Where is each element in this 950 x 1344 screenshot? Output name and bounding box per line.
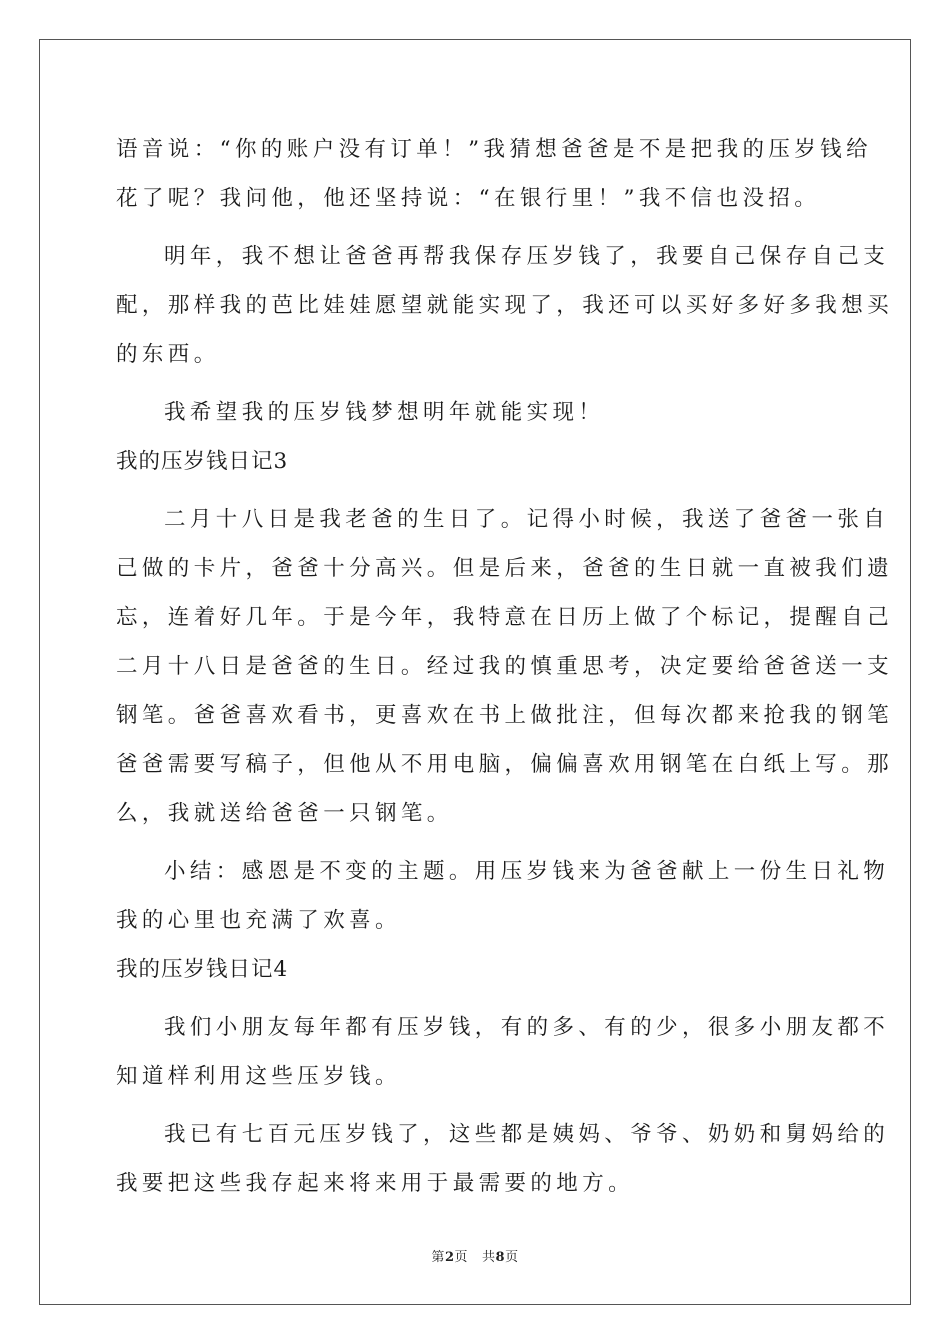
text-line: 我的心里也充满了欢喜。 bbox=[116, 908, 401, 933]
text-line: 我希望我的压岁钱梦想明年就能实现！ bbox=[164, 400, 605, 425]
section-heading bbox=[116, 945, 834, 994]
text-line: 钢笔。爸爸喜欢看书，更喜欢在书上做批注，但每次都来抢我的钢笔 bbox=[116, 703, 894, 728]
text-line: 小结：感恩是不变的主题。用压岁钱来为爸爸献上一份生日礼物 bbox=[164, 859, 890, 884]
text-line: 二月十八日是爸爸的生日。经过我的慎重思考，决定要给爸爸送一支 bbox=[116, 654, 894, 679]
text-line: 己做的卡片，爸爸十分高兴。但是后来，爸爸的生日就一直被我们遗 bbox=[116, 556, 894, 581]
text-line: 忘，连着好几年。于是今年，我特意在日历上做了个标记，提醒自己 bbox=[116, 605, 894, 630]
text-line: 爸爸需要写稿子，但他从不用电脑，偏偏喜欢用钢笔在白纸上写。那 bbox=[116, 752, 894, 777]
text-line: 我已有七百元压岁钱了，这些都是姨妈、爷爷、奶奶和舅妈给的 bbox=[164, 1122, 890, 1147]
text-line: 语音说：“你的账户没有订单！”我猜想爸爸是不是把我的压岁钱给 bbox=[116, 137, 872, 162]
paragraph bbox=[116, 847, 890, 945]
paragraph bbox=[116, 388, 834, 437]
paragraph bbox=[116, 125, 872, 223]
text-line: 二月十八日是我老爸的生日了。记得小时候，我送了爸爸一张自 bbox=[164, 507, 890, 532]
page-number: 2 bbox=[444, 1250, 455, 1265]
page-prefix: 第 bbox=[431, 1250, 445, 1265]
text-line: 我们小朋友每年都有压岁钱，有的多、有的少，很多小朋友都不 bbox=[164, 1015, 890, 1040]
text-line: 明年，我不想让爸爸再帮我保存压岁钱了，我要自己保存自己支 bbox=[164, 244, 890, 269]
section-heading-text: 我的压岁钱日记4 bbox=[116, 957, 289, 982]
document-body bbox=[116, 125, 894, 1208]
text-line: 么，我就送给爸爸一只钢笔。 bbox=[116, 801, 453, 826]
paragraph bbox=[116, 1003, 890, 1101]
section-heading-text: 我的压岁钱日记3 bbox=[116, 449, 289, 474]
text-line: 花了呢？我问他，他还坚持说：“在银行里！”我不信也没招。 bbox=[116, 186, 821, 211]
text-line: 配，那样我的芭比娃娃愿望就能实现了，我还可以买好多好多我想买 bbox=[116, 293, 894, 318]
total-suffix: 页 bbox=[505, 1250, 519, 1265]
page-footer bbox=[0, 1246, 950, 1265]
section-heading bbox=[116, 437, 834, 486]
total-pages: 8 bbox=[495, 1250, 506, 1265]
paragraph bbox=[116, 495, 894, 838]
total-prefix: 共 bbox=[482, 1250, 496, 1265]
paragraph bbox=[116, 232, 894, 379]
text-line: 知道样利用这些压岁钱。 bbox=[116, 1064, 401, 1089]
text-line: 我要把这些我存起来将来用于最需要的地方。 bbox=[116, 1171, 635, 1196]
page-suffix: 页 bbox=[454, 1250, 468, 1265]
paragraph bbox=[116, 1110, 890, 1208]
text-line: 的东西。 bbox=[116, 342, 220, 367]
